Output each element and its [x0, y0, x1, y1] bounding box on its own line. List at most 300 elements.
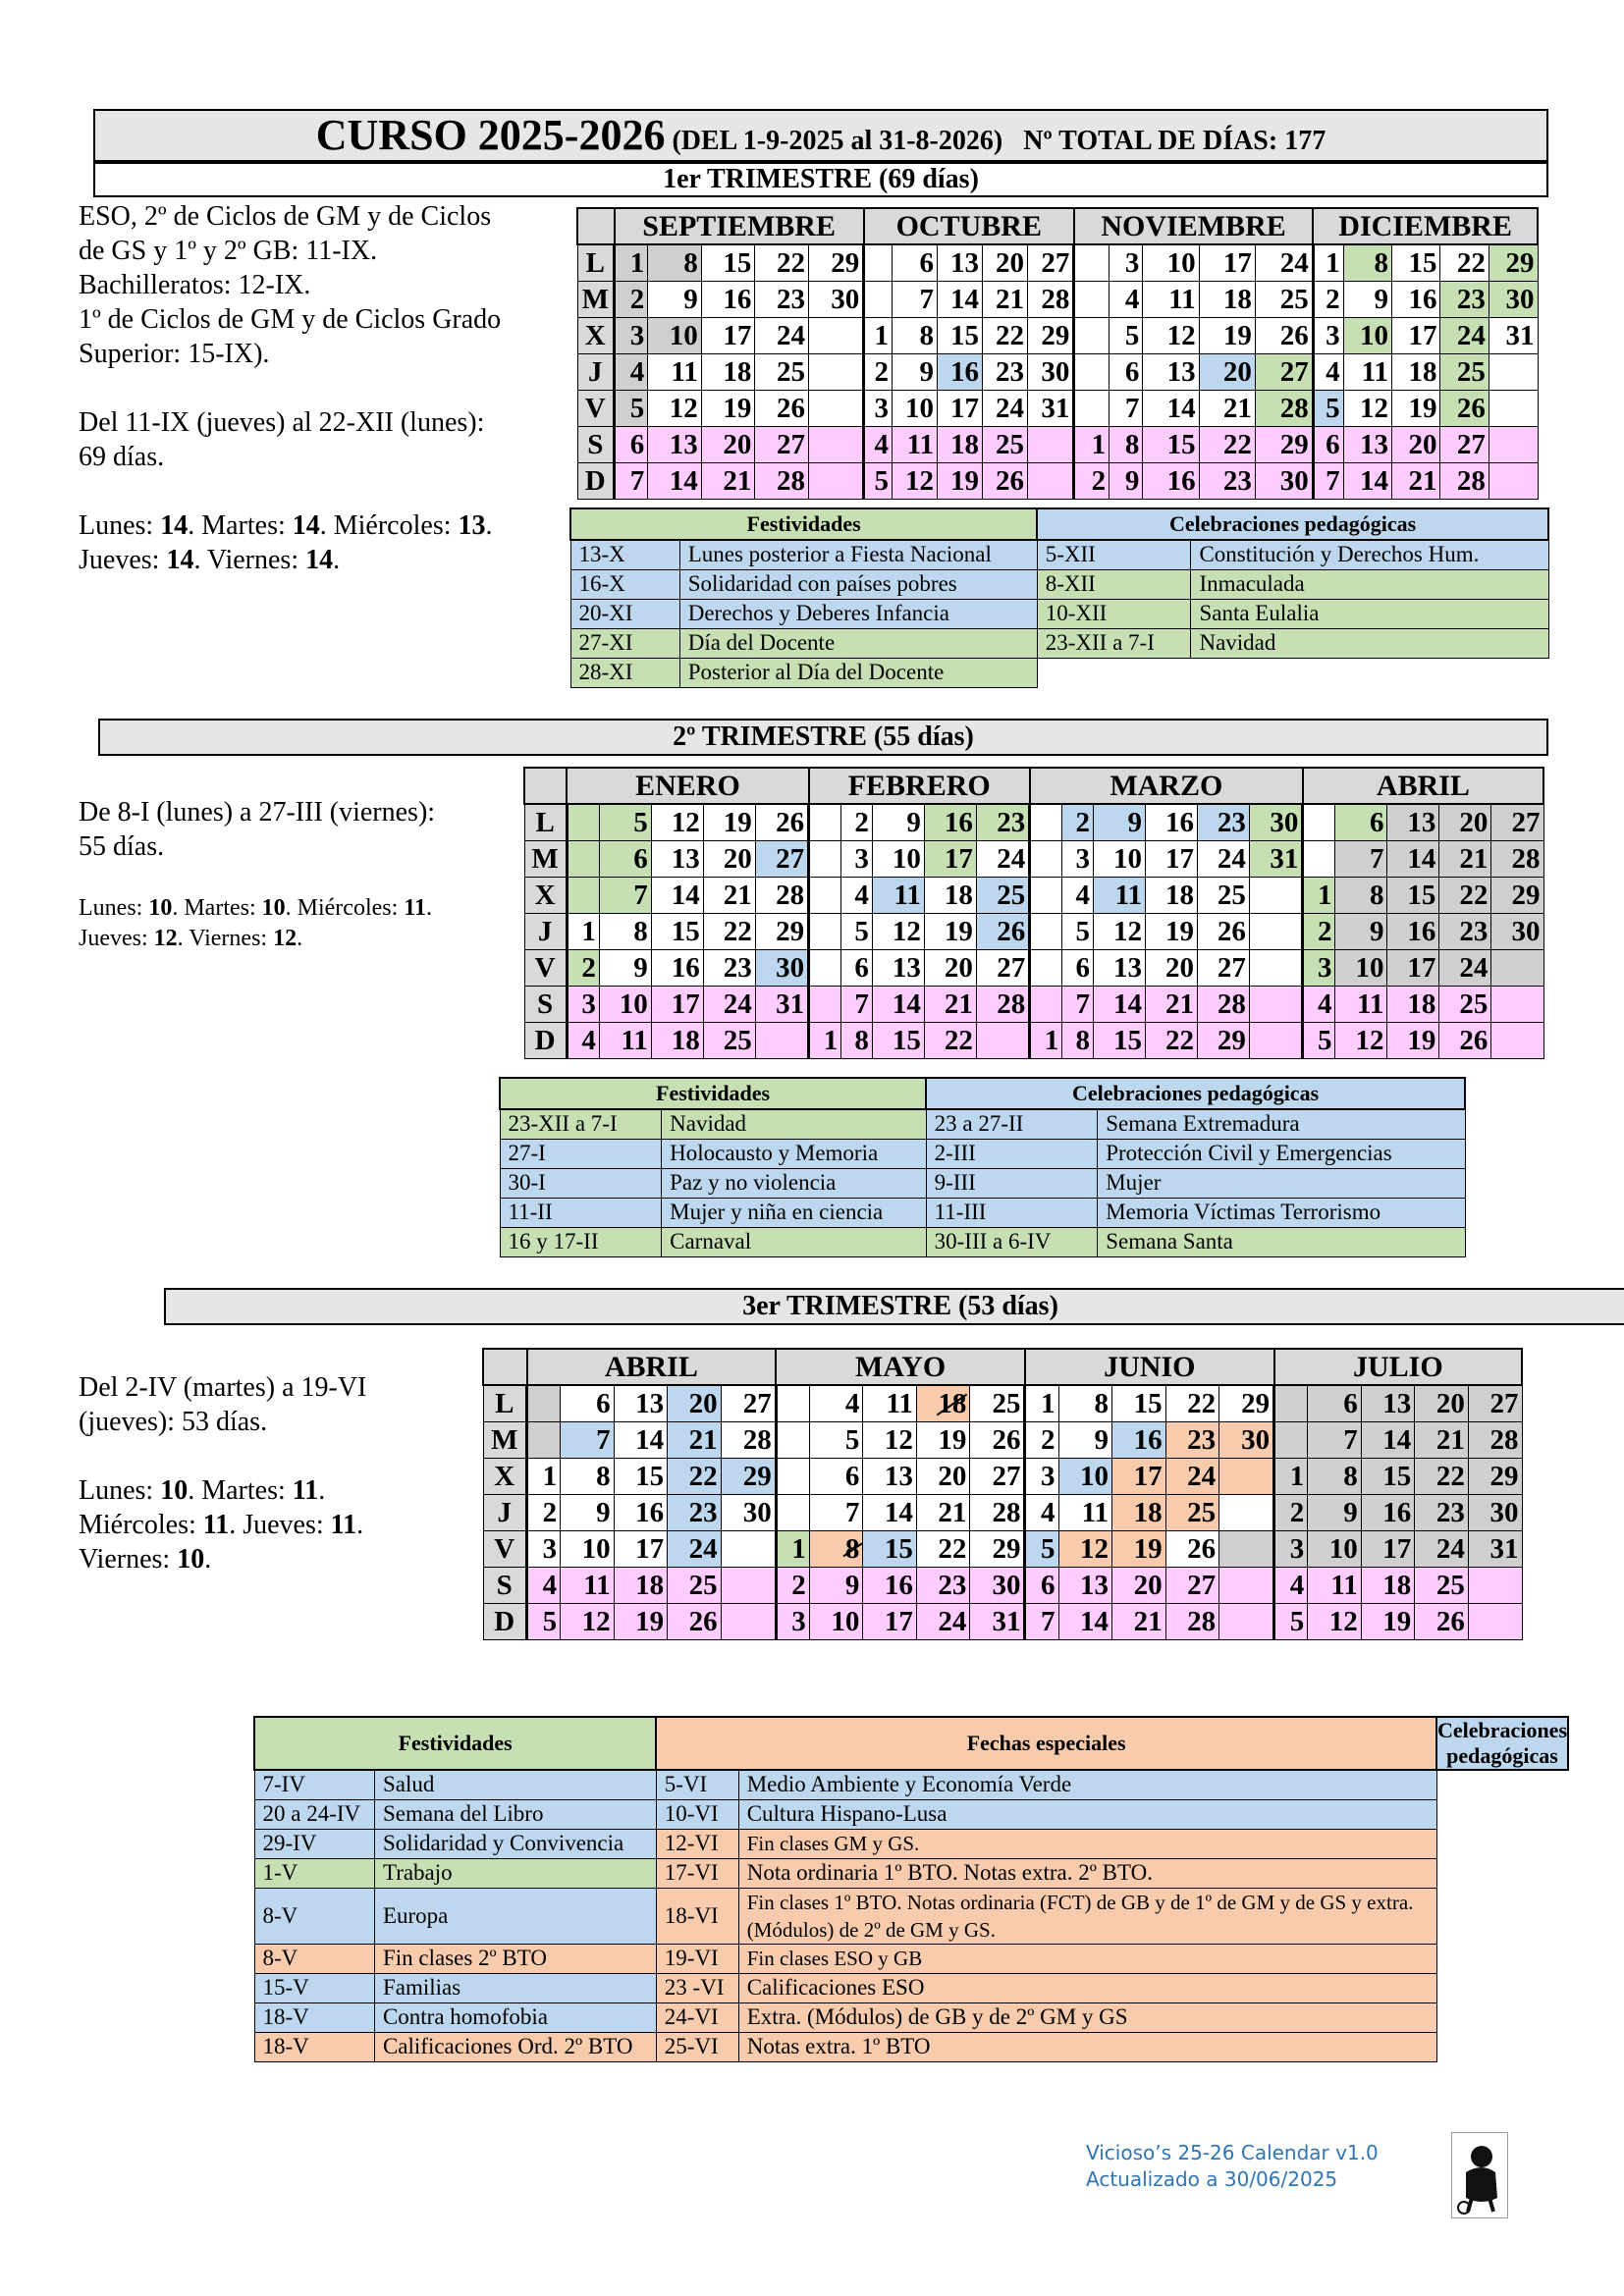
- day-cell: 1: [1025, 1385, 1058, 1421]
- legend-row: [570, 540, 1548, 569]
- day-cell: 26: [1440, 390, 1489, 426]
- footer-version: Vicioso’s 25-26 Calendar v1.0: [1086, 2141, 1379, 2164]
- day-cell: 10: [1094, 840, 1146, 877]
- day-cell: 10: [1058, 1458, 1112, 1494]
- day-cell: 21: [1439, 840, 1491, 877]
- day-cell: 23: [1165, 1421, 1219, 1458]
- day-cell: [1219, 1494, 1274, 1530]
- day-cell: 27: [970, 1458, 1025, 1494]
- day-cell: 9: [561, 1494, 615, 1530]
- weekday-label: J: [483, 1494, 527, 1530]
- day-cell: 27: [1491, 804, 1543, 840]
- day-cell: 28: [1255, 390, 1313, 426]
- cancelled-day: 8: [844, 1532, 860, 1565]
- day-cell: [1489, 353, 1538, 390]
- day-cell: 3: [567, 986, 599, 1022]
- day-cell: 29: [1219, 1385, 1274, 1421]
- day-cell: 13: [1058, 1567, 1112, 1603]
- day-cell: 19: [1361, 1603, 1415, 1639]
- legend-date: 10-XII: [1037, 599, 1191, 628]
- day-cell: 25: [1440, 353, 1489, 390]
- day-cell: 30: [1491, 913, 1543, 949]
- month-header: DICIEMBRE: [1313, 208, 1538, 244]
- day-cell: [1249, 877, 1302, 913]
- text-line: Del 2-IV (martes) a 19-VI: [79, 1372, 367, 1403]
- text-line: [79, 474, 569, 508]
- week-row: [524, 1022, 1543, 1058]
- day-cell: 15: [863, 1530, 917, 1567]
- day-cell: 11: [561, 1567, 615, 1603]
- day-cell: 28: [1165, 1603, 1219, 1639]
- text-line: Bachilleratos: 12-IX.: [79, 270, 311, 300]
- day-cell: 26: [755, 390, 809, 426]
- week-row: [577, 390, 1538, 426]
- day-cell: 15: [701, 244, 755, 281]
- day-cell: [809, 913, 841, 949]
- legend-label: Semana del Libro: [374, 1799, 656, 1829]
- course-title: [93, 109, 1548, 162]
- day-cell: 22: [916, 1530, 970, 1567]
- day-cell: 30: [721, 1494, 776, 1530]
- day-cell: 4: [809, 1385, 863, 1421]
- day-cell: 11: [1335, 986, 1387, 1022]
- day-cell: 26: [1415, 1603, 1469, 1639]
- day-cell: 27: [1440, 426, 1489, 462]
- day-cell: 28: [755, 877, 808, 913]
- day-cell: 7: [561, 1421, 615, 1458]
- legend-date: 12-VI: [656, 1829, 738, 1858]
- day-cell: 13: [1094, 949, 1146, 986]
- legend-date: 5-XII: [1037, 540, 1191, 569]
- day-cell: 12: [1143, 317, 1199, 353]
- day-cell: 28: [1440, 462, 1489, 499]
- day-cell: 7: [1062, 986, 1094, 1022]
- day-cell: 22: [668, 1458, 722, 1494]
- day-cell: 13: [651, 840, 703, 877]
- day-cell: [1030, 986, 1062, 1022]
- day-cell: 21: [703, 877, 755, 913]
- day-cell: [527, 1385, 561, 1421]
- day-cell: 1: [1313, 244, 1343, 281]
- day-cell: 11: [648, 353, 702, 390]
- day-cell: 14: [1361, 1421, 1415, 1458]
- legend-label: Mujer: [1098, 1168, 1465, 1198]
- t3-legend: [253, 1716, 1569, 2062]
- day-cell: 22: [1440, 244, 1489, 281]
- day-cell: 1: [615, 244, 648, 281]
- day-cell: [721, 1603, 776, 1639]
- day-cell: 4: [841, 877, 873, 913]
- day-cell: 5: [615, 390, 648, 426]
- legend-label: Nota ordinaria 1º BTO. Notas extra. 2º BTO.: [738, 1858, 1436, 1888]
- week-row: [577, 462, 1538, 499]
- day-cell: 17: [1112, 1458, 1166, 1494]
- day-cell: 3: [1274, 1530, 1308, 1567]
- day-cell: 8: [648, 244, 702, 281]
- festividades-header: Festividades: [500, 1078, 926, 1109]
- day-cell: 8: [1062, 1022, 1094, 1058]
- day-cell: 25: [1255, 281, 1313, 317]
- legend-label: Semana Extremadura: [1098, 1109, 1465, 1139]
- day-cell: 8: [1308, 1458, 1362, 1494]
- day-cell: 31: [755, 986, 808, 1022]
- day-cell: 5: [864, 462, 893, 499]
- day-cell: 23: [1440, 281, 1489, 317]
- day-cell: 3: [1110, 244, 1143, 281]
- legend-row: [254, 1973, 1568, 2002]
- day-cell: 15: [1392, 244, 1440, 281]
- day-cell: 16: [863, 1567, 917, 1603]
- day-cell: 9: [1335, 913, 1387, 949]
- legend-label: Día del Docente: [679, 628, 1037, 658]
- day-cell: 9: [1308, 1494, 1362, 1530]
- legend-date: 27-I: [500, 1139, 662, 1168]
- day-cell: 7: [599, 877, 651, 913]
- day-cell: [1030, 949, 1062, 986]
- legend-date: 30-I: [500, 1168, 662, 1198]
- day-cell: 24: [703, 986, 755, 1022]
- day-cell: 26: [1197, 913, 1249, 949]
- day-cell: [1030, 877, 1062, 913]
- day-cell: 17: [863, 1603, 917, 1639]
- day-cell: 25: [983, 426, 1028, 462]
- day-cell: 5: [527, 1603, 561, 1639]
- weekday-label: M: [524, 840, 567, 877]
- day-cell: 11: [599, 1022, 651, 1058]
- day-cell: 27: [1028, 244, 1074, 281]
- day-cell: 3: [1062, 840, 1094, 877]
- day-cell: 4: [615, 353, 648, 390]
- legend-label: Solidaridad con países pobres: [679, 569, 1037, 599]
- day-cell: 3: [864, 390, 893, 426]
- day-cell: 27: [755, 426, 809, 462]
- day-cell: 29: [1255, 426, 1313, 462]
- day-cell: 3: [841, 840, 873, 877]
- day-cell: 28: [1197, 986, 1249, 1022]
- day-cell: 7: [1025, 1603, 1058, 1639]
- day-cell: 27: [721, 1385, 776, 1421]
- month-header: JULIO: [1274, 1349, 1522, 1385]
- weekday-label: J: [577, 353, 615, 390]
- day-cell: 18: [614, 1567, 668, 1603]
- day-cell: 14: [614, 1421, 668, 1458]
- legend-date: 16-X: [570, 569, 679, 599]
- day-cell: 11: [1143, 281, 1199, 317]
- month-header: ENERO: [567, 768, 808, 804]
- day-cell: 16: [924, 804, 976, 840]
- month-header: JUNIO: [1025, 1349, 1274, 1385]
- legend-date: 2-III: [926, 1139, 1098, 1168]
- day-cell: 11: [1094, 877, 1146, 913]
- weekday-label: M: [483, 1421, 527, 1458]
- legend-date: 29-IV: [254, 1829, 374, 1858]
- day-cell: 24: [1440, 317, 1489, 353]
- day-cell: 8: [1335, 877, 1387, 913]
- day-cell: 29: [1491, 877, 1543, 913]
- legend-label: Calificaciones Ord. 2º BTO: [374, 2032, 656, 2061]
- day-cell: 20: [668, 1385, 722, 1421]
- day-cell: 10: [809, 1603, 863, 1639]
- day-cell: [1219, 1530, 1274, 1567]
- day-cell: [1249, 949, 1302, 986]
- day-cell: 29: [1489, 244, 1538, 281]
- day-cell: 16: [1112, 1421, 1166, 1458]
- day-cell: 22: [1439, 877, 1491, 913]
- month-header: ABRIL: [527, 1349, 777, 1385]
- day-cell: 17: [924, 840, 976, 877]
- week-row: [524, 877, 1543, 913]
- legend-row: [254, 2002, 1568, 2032]
- legend-label: Inmaculada: [1191, 569, 1548, 599]
- day-cell: 25: [1415, 1567, 1469, 1603]
- day-cell: [1274, 1385, 1308, 1421]
- day-cell: [1491, 1022, 1543, 1058]
- legend-date: 15-V: [254, 1973, 374, 2002]
- day-cell: 17: [1392, 317, 1440, 353]
- day-cell: 16: [1143, 462, 1199, 499]
- legend-label: Fin clases 1º BTO. Notas ordinaria (FCT) de GB y de 1º de GM y de GS y extra. (Módulos) de 2º de GM y GS.: [738, 1888, 1436, 1944]
- day-cell: 22: [703, 913, 755, 949]
- t2-calendar: [523, 767, 1544, 1059]
- legend-label: Lunes posterior a Fiesta Nacional: [679, 540, 1037, 569]
- day-cell: 31: [1249, 840, 1302, 877]
- day-cell: 15: [1387, 877, 1439, 913]
- day-cell: 8: [892, 317, 937, 353]
- t1-description: [79, 199, 569, 577]
- cancelled-day: 18: [938, 1387, 967, 1419]
- day-cell: 19: [937, 462, 982, 499]
- day-cell: 11: [1343, 353, 1391, 390]
- day-cell: [776, 1421, 809, 1458]
- corner-cell: [483, 1349, 527, 1385]
- week-row: [483, 1421, 1522, 1458]
- legend-label: Semana Santa: [1098, 1227, 1465, 1256]
- day-cell: 20: [1392, 426, 1440, 462]
- day-cell: 20: [701, 426, 755, 462]
- day-cell: 31: [970, 1603, 1025, 1639]
- day-cell: [1489, 462, 1538, 499]
- day-cell: [864, 281, 893, 317]
- week-row: [524, 804, 1543, 840]
- day-cell: [1219, 1603, 1274, 1639]
- day-cell: 26: [1165, 1530, 1219, 1567]
- day-cell: 18: [651, 1022, 703, 1058]
- day-cell: 28: [976, 986, 1029, 1022]
- month-header: MARZO: [1030, 768, 1303, 804]
- day-cell: 20: [916, 1458, 970, 1494]
- day-cell: 20: [1199, 353, 1255, 390]
- day-cell: [1489, 426, 1538, 462]
- day-cell: 3: [1025, 1458, 1058, 1494]
- legend-date: 23-XII a 7-I: [500, 1109, 662, 1139]
- day-cell: 14: [648, 462, 702, 499]
- day-cell: 28: [1028, 281, 1074, 317]
- day-cell: 7: [615, 462, 648, 499]
- day-cell: 19: [916, 1421, 970, 1458]
- day-cell: 4: [864, 426, 893, 462]
- day-cell: 18: [1387, 986, 1439, 1022]
- legend-date: 18-V: [254, 2032, 374, 2061]
- day-cell: [776, 1494, 809, 1530]
- day-cell: 11: [872, 877, 924, 913]
- day-cell: 1: [1074, 426, 1110, 462]
- legend-row: [570, 599, 1548, 628]
- day-cell: 10: [1143, 244, 1199, 281]
- legend-label: Holocausto y Memoria: [662, 1139, 927, 1168]
- day-cell: 10: [599, 986, 651, 1022]
- day-cell: 21: [668, 1421, 722, 1458]
- legend-date: 8-V: [254, 1888, 374, 1944]
- day-cell: 20: [983, 244, 1028, 281]
- legend-label: Medio Ambiente y Economía Verde: [738, 1770, 1436, 1799]
- week-row: [577, 244, 1538, 281]
- day-cell: 28: [970, 1494, 1025, 1530]
- legend-date: 24-VI: [656, 2002, 738, 2032]
- day-cell: 29: [1468, 1458, 1522, 1494]
- legend-label: Fin clases ESO y GB: [738, 1944, 1436, 1973]
- day-cell: 20: [1112, 1567, 1166, 1603]
- day-cell: 25: [976, 877, 1029, 913]
- day-cell: 6: [1335, 804, 1387, 840]
- day-cell: 27: [755, 840, 808, 877]
- day-cell: 6: [1308, 1385, 1362, 1421]
- day-cell: 3: [615, 317, 648, 353]
- legend-label: Memoria Víctimas Terrorismo: [1098, 1198, 1465, 1227]
- day-cell: [721, 1567, 776, 1603]
- day-cell: 6: [1110, 353, 1143, 390]
- day-cell: 1: [864, 317, 893, 353]
- day-cell: [1303, 840, 1335, 877]
- legend-label: Familias: [374, 1973, 656, 2002]
- weekday-label: V: [577, 390, 615, 426]
- day-cell: 10: [892, 390, 937, 426]
- day-cell: 30: [970, 1567, 1025, 1603]
- day-cell: 21: [1415, 1421, 1469, 1458]
- day-cell: 29: [809, 244, 864, 281]
- day-cell: 31: [1489, 317, 1538, 353]
- day-cell: 23: [1199, 462, 1255, 499]
- day-cell: 30: [809, 281, 864, 317]
- day-cell: 16: [614, 1494, 668, 1530]
- text-line: Lunes: 14. Martes: 14. Miércoles: 13.: [79, 510, 493, 541]
- day-cell: 29: [1028, 317, 1074, 353]
- day-cell: 20: [924, 949, 976, 986]
- day-cell: [1249, 1022, 1302, 1058]
- day-cell: 24: [1165, 1458, 1219, 1494]
- legend-date: 13-X: [570, 540, 679, 569]
- day-cell: 23: [1415, 1494, 1469, 1530]
- day-cell: 9: [648, 281, 702, 317]
- day-cell: 18: [701, 353, 755, 390]
- festividades-header: Festividades: [570, 508, 1037, 540]
- weekday-label: D: [577, 462, 615, 499]
- legend-date: 8-V: [254, 1944, 374, 1973]
- day-cell: 8: [599, 913, 651, 949]
- course-total-days: Nº TOTAL DE DÍAS: 177: [1023, 126, 1326, 156]
- legend-row: [500, 1198, 1465, 1227]
- day-cell: 4: [1303, 986, 1335, 1022]
- day-cell: 8: [561, 1458, 615, 1494]
- day-cell: [1219, 1458, 1274, 1494]
- day-cell: 6: [599, 840, 651, 877]
- day-cell: 25: [970, 1385, 1025, 1421]
- legend-row: [570, 628, 1548, 658]
- legend-label: Solidaridad y Convivencia: [374, 1829, 656, 1858]
- text-line: Jueves: 12. Viernes: 12.: [79, 926, 303, 951]
- day-cell: [916, 1385, 970, 1421]
- day-cell: [809, 949, 841, 986]
- vicioso-logo: [1451, 2132, 1508, 2218]
- fechas-especiales-header: Fechas especiales: [656, 1717, 1436, 1770]
- day-cell: 4: [1110, 281, 1143, 317]
- day-cell: 13: [1343, 426, 1391, 462]
- day-cell: [1303, 804, 1335, 840]
- day-cell: 22: [1415, 1458, 1469, 1494]
- day-cell: 11: [863, 1385, 917, 1421]
- day-cell: 29: [755, 913, 808, 949]
- day-cell: 17: [614, 1530, 668, 1567]
- legend-row: [254, 1888, 1568, 1944]
- day-cell: 22: [1165, 1385, 1219, 1421]
- day-cell: 14: [651, 877, 703, 913]
- month-header: FEBRERO: [809, 768, 1030, 804]
- day-cell: 15: [937, 317, 982, 353]
- celebraciones-header: Celebraciones pedagógicas: [1037, 508, 1548, 540]
- day-cell: 12: [1094, 913, 1146, 949]
- legend-label: Mujer y niña en ciencia: [662, 1198, 927, 1227]
- t2-description: [79, 795, 530, 864]
- legend-date: 25-VI: [656, 2032, 738, 2061]
- day-cell: 16: [651, 949, 703, 986]
- day-cell: 24: [755, 317, 809, 353]
- text-line: Jueves: 14. Viernes: 14.: [79, 545, 341, 575]
- day-cell: 25: [755, 353, 809, 390]
- day-cell: [809, 462, 864, 499]
- day-cell: 24: [668, 1530, 722, 1567]
- day-cell: 10: [648, 317, 702, 353]
- legend-date: 28-XI: [570, 658, 679, 687]
- day-cell: [1249, 913, 1302, 949]
- text-line: Superior: 15-IX).: [79, 339, 270, 369]
- day-cell: 2: [527, 1494, 561, 1530]
- week-row: [483, 1567, 1522, 1603]
- day-cell: [527, 1421, 561, 1458]
- day-cell: 19: [1199, 317, 1255, 353]
- day-cell: 5: [1313, 390, 1343, 426]
- text-line: Lunes: 10. Martes: 10. Miércoles: 11.: [79, 895, 432, 921]
- text-line: Viernes: 10.: [79, 1544, 212, 1575]
- day-cell: 26: [970, 1421, 1025, 1458]
- day-cell: 14: [863, 1494, 917, 1530]
- legend-date: 8-XII: [1037, 569, 1191, 599]
- t2-legend: [499, 1077, 1466, 1257]
- day-cell: [809, 986, 841, 1022]
- week-row: [483, 1494, 1522, 1530]
- t1-title: 1er TRIMESTRE (69 días): [93, 162, 1548, 197]
- text-line: (jueves): 53 días.: [79, 1407, 268, 1437]
- week-row: [483, 1530, 1522, 1567]
- legend-date: 27-XI: [570, 628, 679, 658]
- day-cell: 20: [703, 840, 755, 877]
- day-cell: 7: [1335, 840, 1387, 877]
- day-cell: [809, 877, 841, 913]
- text-line: Miércoles: 11. Jueves: 11.: [79, 1510, 364, 1540]
- day-cell: [1491, 949, 1543, 986]
- day-cell: 13: [1387, 804, 1439, 840]
- legend-row: [254, 1829, 1568, 1858]
- legend-row: [254, 2032, 1568, 2061]
- day-cell: 10: [1308, 1530, 1362, 1567]
